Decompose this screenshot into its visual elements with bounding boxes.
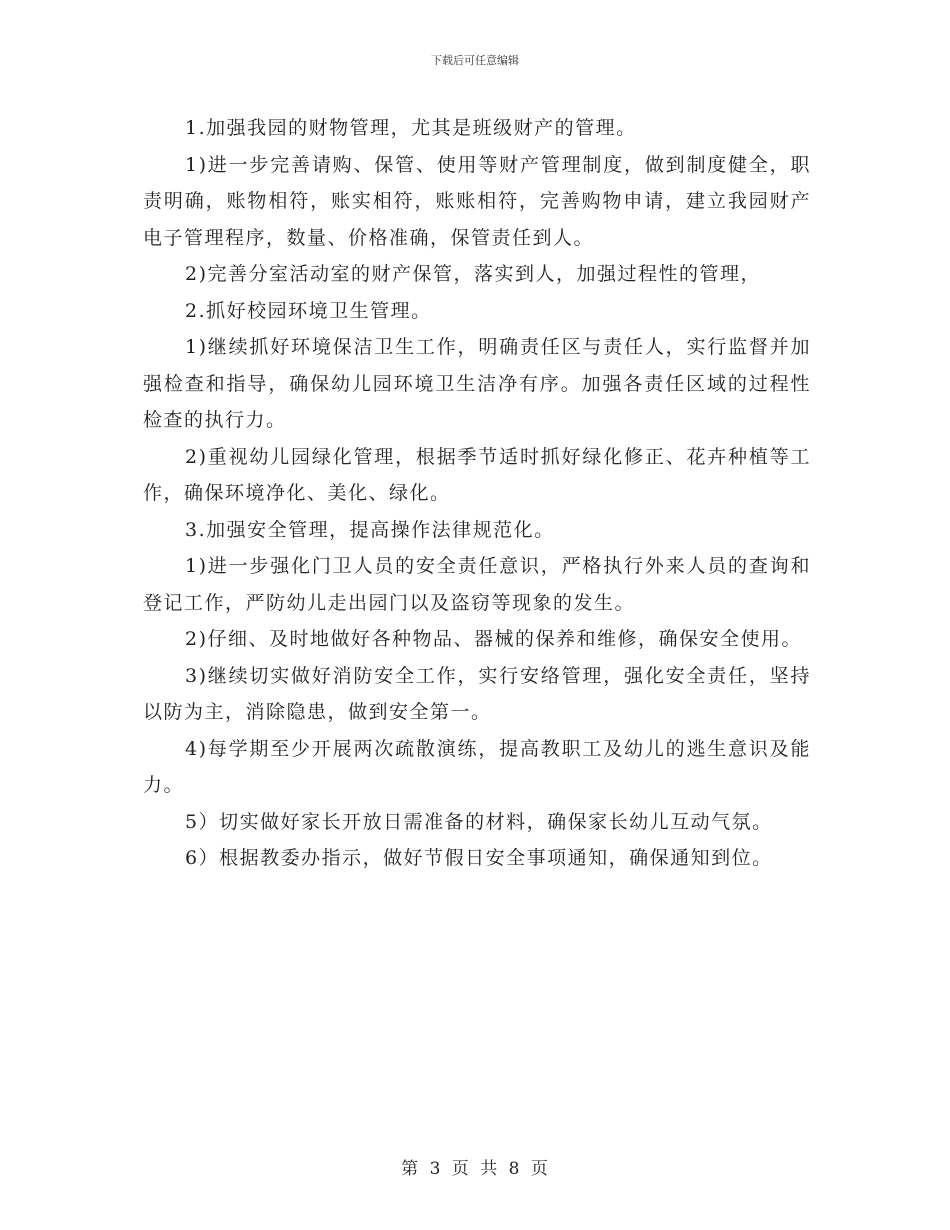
footer-page-word: 页 <box>451 1159 470 1179</box>
page-footer <box>0 1154 950 1179</box>
page-header: 下载后可任意编辑 <box>431 54 519 67</box>
paragraph: 2)完善分室活动室的财产保管，落实到人，加强过程性的管理， <box>185 263 762 285</box>
footer-prefix: 第 <box>401 1159 420 1179</box>
paragraph: 2)重视幼儿园绿化管理，根据季节适时抓好绿化修正、花卉种植等工作，确保环境净化、美化、绿化。 <box>143 445 811 504</box>
paragraph: 1)进一步强化门卫人员的安全责任意识，严格执行外来人员的查询和登记工作，严防幼儿走出园门以及盗窃等现象的发生。 <box>143 555 811 614</box>
footer-suffix: 页 <box>530 1159 549 1179</box>
paragraph: 2)仔细、及时地做好各种物品、器械的保养和维修，确保安全使用。 <box>185 628 803 650</box>
paragraph: 3)继续切实做好消防安全工作，实行安络管理，强化安全责任，坚持以防为主，消除隐患，做到安全第一。 <box>143 664 811 723</box>
document-body <box>143 110 811 877</box>
section-heading-1: 1.加强我园的财物管理，尤其是班级财产的管理。 <box>185 117 637 139</box>
section-heading-3: 3.加强安全管理，提高操作法律规范化。 <box>185 518 555 541</box>
paragraph: 5）切实做好家长开放日需准备的材料，确保家长幼儿互动气氛。 <box>185 810 773 833</box>
section-heading-2: 2.抓好校园环境卫生管理。 <box>185 299 432 322</box>
total-pages-number: 8 <box>508 1159 521 1179</box>
paragraph: 6）根据教委办指示，做好节假日安全事项通知，确保通知到位。 <box>185 847 773 869</box>
current-page-number: 3 <box>429 1159 442 1179</box>
paragraph: 1)进一步完善请购、保管、使用等财产管理制度，做到制度健全，职责明确，账物相符，账实相符，账账相符，完善购物申请，建立我园财产电子管理程序，数量、价格准确，保管责任到人。 <box>143 153 811 249</box>
footer-total-word: 共 <box>480 1159 499 1179</box>
paragraph: 4)每学期至少开展两次疏散演练，提高教职工及幼儿的逃生意识及能力。 <box>143 737 811 796</box>
paragraph: 1)继续抓好环境保洁卫生工作，明确责任区与责任人，实行监督并加强检查和指导，确保幼儿园环境卫生洁净有序。加强各责任区域的过程性检查的执行力。 <box>143 336 811 431</box>
